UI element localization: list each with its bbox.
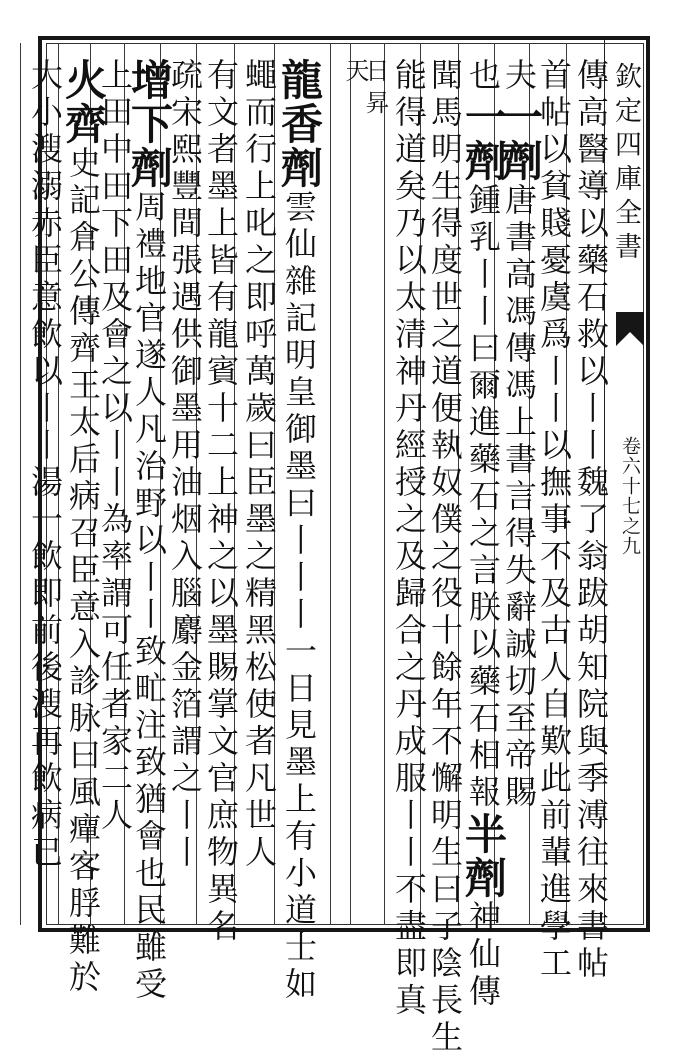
entry-heading: 一劑	[459, 95, 508, 183]
column-rule	[330, 43, 331, 925]
text-column	[459, 58, 508, 1011]
column-text: 天	[341, 58, 369, 90]
column-text: 唐書高馮傳馮上書言得失辭誠切至帝賜	[500, 183, 538, 812]
column-text: 陰長生	[426, 946, 464, 1057]
column-text: 有文者墨上皆有龍賓十二上神之以墨賜掌文官庶物異名	[202, 58, 240, 946]
column-text: 上田中田下田及會之以丨丨為率謂可任者家二人	[96, 58, 134, 835]
banxin-title: 欽定四庫全書	[610, 62, 641, 266]
column-text: 首帖以貧賤憂虞爲丨丨以撫事不及古人自歎此前輩進學工	[535, 58, 573, 983]
column-text: 夫	[500, 58, 538, 95]
entry-heading: 一劑	[495, 95, 544, 183]
column-text: 蠅而行上叱之即呼萬歲曰臣墨之精黑松使者凡世人	[240, 58, 278, 872]
banxin-volume: 卷六十七之九	[619, 436, 641, 556]
text-column	[426, 58, 464, 1057]
column-text: 能得道矣乃以太清神丹經授之及歸合之丹成服丨丨不盡即	[390, 58, 428, 983]
text-column	[275, 58, 324, 1004]
column-text: 日昇	[361, 58, 389, 122]
column-text: 聞馬明生得度世之道便執奴僕之役十餘年不懈明生曰子	[426, 58, 464, 946]
text-column	[202, 58, 240, 946]
text-column	[240, 58, 276, 918]
text-column	[535, 58, 573, 983]
fishtail-mark-icon	[616, 312, 644, 346]
column-text: 鍾乳丨丨曰爾進藥石之言朕以藥石相報	[464, 183, 502, 812]
column-text: 周禮地官遂人凡治野以丨丨致甿注致猶會也民雖受	[130, 190, 168, 1004]
column-text: 神仙傳	[464, 900, 502, 1011]
column-text: 疏宋熙豐間張遇供御墨用油烟入腦麝金箔謂之丨丨	[166, 58, 204, 872]
text-column	[26, 58, 62, 918]
column-text: 真	[390, 983, 428, 1020]
text-column	[336, 58, 372, 918]
text-column	[59, 58, 108, 997]
column-text: 也	[464, 58, 502, 95]
text-column	[572, 58, 610, 983]
column-text: 史記倉公傳齊王太后病召臣意入診脉曰風癉客脬難於	[64, 146, 102, 997]
column-text: 傳高醫導以藥石救以丨丨魏了翁跋胡知院與季溥往來書帖	[572, 58, 610, 983]
column-text: 大小溲溺赤臣意飲以丨丨湯一飲即前後溲再飲病已	[26, 58, 64, 872]
text-column	[495, 58, 544, 918]
entry-heading: 龍香劑	[275, 58, 324, 190]
entry-heading: 增下劑	[125, 58, 174, 190]
entry-heading: 火齊	[59, 58, 108, 146]
text-column	[125, 58, 174, 1004]
text-column	[390, 58, 428, 1020]
entry-heading: 半劑	[459, 812, 508, 900]
column-text: 雲仙雜記明皇御墨曰丨丨丨一日見墨上有小道士如	[280, 190, 318, 1004]
column-rule	[20, 43, 21, 925]
